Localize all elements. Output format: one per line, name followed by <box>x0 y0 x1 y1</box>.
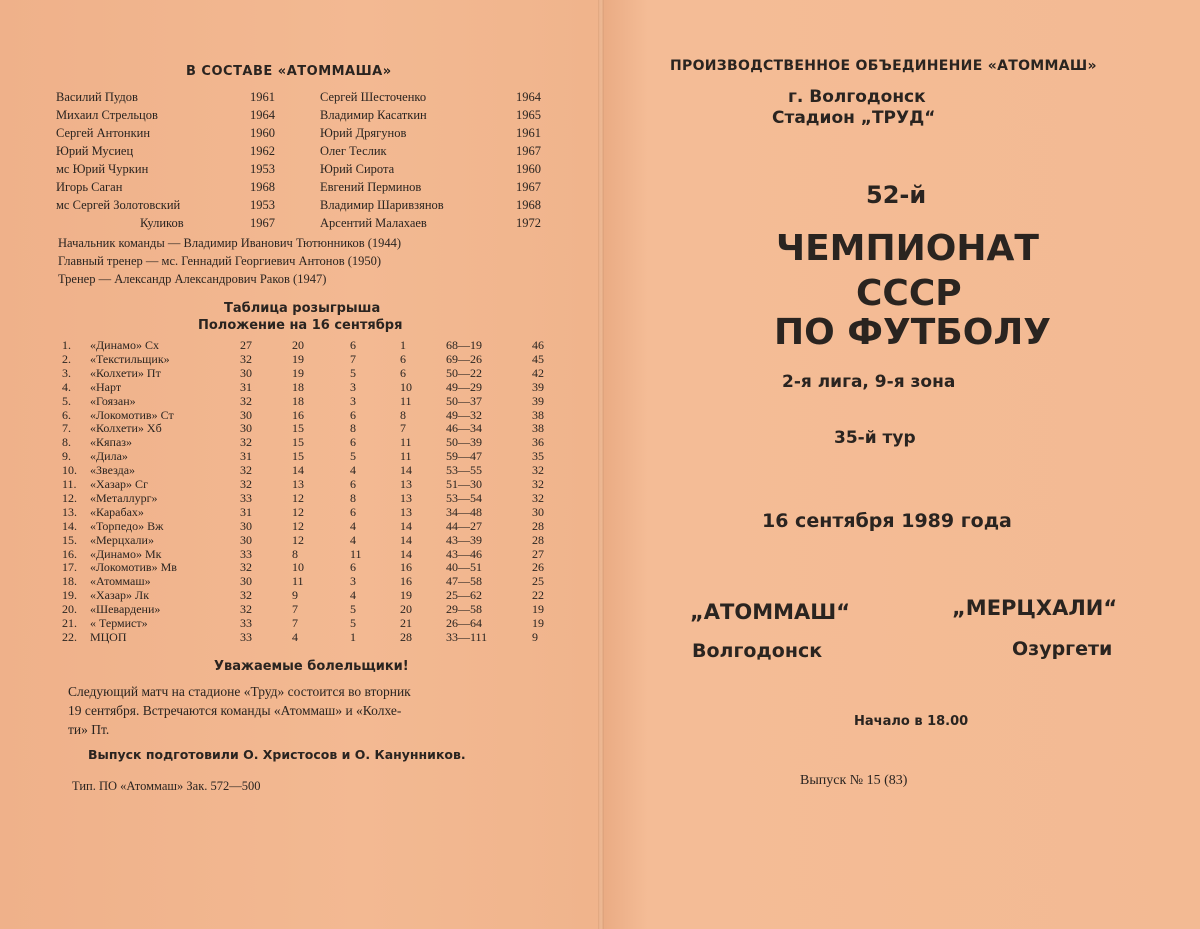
standings-team: «Дила» <box>90 449 128 464</box>
standings-points: 35 <box>532 449 544 464</box>
standings-points: 19 <box>532 616 544 630</box>
squad-player-name: Арсентий Малахаев <box>320 216 427 230</box>
squad-player-year: 1964 <box>250 108 275 122</box>
standings-goals: 44—27 <box>446 518 482 533</box>
standings-played: 33 <box>240 546 252 561</box>
standings-team: «Нарт <box>90 379 122 394</box>
standings-played: 30 <box>240 532 252 547</box>
standings-pos: 15. <box>62 532 77 547</box>
standings-wins: 9 <box>292 588 298 603</box>
standings-played: 30 <box>240 421 252 436</box>
standings-played: 31 <box>240 379 252 394</box>
standings-losses: 13 <box>400 477 412 491</box>
squad-player-name: Владимир Касаткин <box>320 108 427 122</box>
home-team-city: Волгодонск <box>692 640 823 662</box>
standings-wins: 11 <box>292 574 304 589</box>
standings-points: 30 <box>532 504 544 519</box>
standings-team: «Торпедо» Вж <box>90 518 164 533</box>
standings-losses: 28 <box>400 629 412 644</box>
standings-played: 30 <box>240 365 252 380</box>
standings-points: 32 <box>532 490 544 505</box>
standings-pos: 18. <box>62 574 77 589</box>
standings-points: 28 <box>532 518 544 533</box>
standings-losses: 16 <box>400 560 412 575</box>
standings-played: 30 <box>240 518 252 533</box>
standings-team: «Звезда» <box>90 463 136 478</box>
standings-wins: 12 <box>292 504 304 519</box>
away-team-city: Озургети <box>1012 638 1113 660</box>
standings-losses: 11 <box>400 435 412 450</box>
standings-team: «Кяпаз» <box>90 435 133 450</box>
squad-player-name: Куликов <box>140 216 184 230</box>
squad-player-year: 1953 <box>250 198 275 212</box>
standings-pos: 8. <box>62 435 71 450</box>
standings-pos: 17. <box>62 560 77 575</box>
standings-wins: 8 <box>292 546 298 561</box>
standings-draws: 4 <box>350 518 356 533</box>
standings-played: 31 <box>240 504 252 519</box>
standings-points: 32 <box>532 477 544 491</box>
org-name: ПРОИЗВОДСТВЕННОЕ ОБЪЕДИНЕНИЕ «АТОММАШ» <box>670 58 1097 74</box>
standings-losses: 13 <box>400 490 412 505</box>
standings-losses: 6 <box>400 365 406 380</box>
staff-line: Главный тренер — мс. Геннадий Георгиевич Антонов (1950) <box>58 254 382 268</box>
issue-number: Выпуск № 15 (83) <box>800 773 908 788</box>
standings-goals: 33—111 <box>446 629 488 644</box>
standings-goals: 53—55 <box>446 463 482 478</box>
standings-draws: 5 <box>350 602 356 617</box>
standings-draws: 6 <box>350 407 356 422</box>
standings-losses: 13 <box>400 504 412 519</box>
standings-team: «Колхети» Хб <box>90 421 162 436</box>
standings-wins: 19 <box>292 365 304 380</box>
standings-played: 31 <box>240 449 252 464</box>
standings-points: 42 <box>532 365 544 380</box>
squad-player-year: 1961 <box>516 126 541 140</box>
standings-points: 22 <box>532 588 544 603</box>
standings-team: «Карабах» <box>90 504 144 519</box>
standings-draws: 4 <box>350 463 356 478</box>
standings-draws: 6 <box>350 504 356 519</box>
standings-pos: 12. <box>62 490 77 505</box>
standings-draws: 8 <box>350 490 356 505</box>
standings-points: 27 <box>532 546 544 561</box>
standings-points: 26 <box>532 560 544 575</box>
squad-player-year: 1967 <box>516 144 541 158</box>
standings-losses: 14 <box>400 518 412 533</box>
standings-team: «Атоммаш» <box>90 574 151 589</box>
standings-wins: 13 <box>292 477 304 491</box>
standings-points: 39 <box>532 393 544 408</box>
standings-wins: 15 <box>292 449 304 464</box>
squad-player-name: Игорь Саган <box>56 180 123 194</box>
standings-goals: 46—34 <box>446 421 482 436</box>
squad-player-name: Евгений Перминов <box>320 180 422 194</box>
standings-pos: 19. <box>62 588 77 603</box>
standings-draws: 3 <box>350 393 356 408</box>
standings-draws: 5 <box>350 365 356 380</box>
standings-losses: 16 <box>400 574 412 589</box>
standings-wins: 18 <box>292 379 304 394</box>
print-info: Тип. ПО «Атоммаш» Зак. 572—500 <box>72 779 261 793</box>
squad-player-year: 1961 <box>250 90 275 104</box>
squad-player-name: Юрий Мусиец <box>56 144 134 158</box>
standings-team: «Гоязан» <box>90 393 136 408</box>
standings-goals: 47—58 <box>446 574 482 589</box>
squad-player-year: 1967 <box>250 216 275 230</box>
standings-losses: 1 <box>400 338 406 352</box>
squad-player-year: 1972 <box>516 216 541 230</box>
standings-points: 25 <box>532 574 544 589</box>
standings-losses: 7 <box>400 421 406 436</box>
standings-losses: 21 <box>400 616 412 630</box>
standings-wins: 12 <box>292 518 304 533</box>
standings-wins: 15 <box>292 435 304 450</box>
standings-pos: 16. <box>62 546 77 561</box>
squad-player-year: 1967 <box>516 180 541 194</box>
standings-goals: 50—22 <box>446 365 482 380</box>
squad-player-year: 1964 <box>516 90 541 104</box>
standings-wins: 19 <box>292 351 304 366</box>
standings-pos: 14. <box>62 518 77 533</box>
kickoff-time: Начало в 18.00 <box>854 714 969 729</box>
standings-draws: 7 <box>350 351 356 366</box>
standings-points: 32 <box>532 463 544 478</box>
standings-losses: 19 <box>400 588 412 603</box>
standings-draws: 6 <box>350 338 356 352</box>
standings-team: «Хазар» Лк <box>90 588 150 603</box>
standings-draws: 8 <box>350 421 356 436</box>
standings-played: 32 <box>240 435 252 450</box>
standings-goals: 69—26 <box>446 351 482 366</box>
standings-played: 33 <box>240 490 252 505</box>
squad-player-name: Олег Теслик <box>320 144 387 158</box>
standings-team: « Термист» <box>90 616 148 630</box>
squad-player-name: Юрий Дрягунов <box>320 126 407 140</box>
standings-goals: 34—48 <box>446 504 482 519</box>
standings-team: «Динамо» Сх <box>90 338 159 352</box>
standings-draws: 6 <box>350 435 356 450</box>
standings-played: 32 <box>240 602 252 617</box>
championship-line: СССР <box>856 273 962 314</box>
standings-pos: 20. <box>62 602 77 617</box>
standings-wins: 10 <box>292 560 304 575</box>
fans-heading: Уважаемые болельщики! <box>214 659 409 674</box>
standings-team: МЦОП <box>90 629 127 644</box>
standings-points: 36 <box>532 435 544 450</box>
championship-line: ПО ФУТБОЛУ <box>774 312 1051 353</box>
table-subtitle: Положение на 16 сентября <box>198 318 403 333</box>
standings-losses: 14 <box>400 546 412 561</box>
match-date: 16 сентября 1989 года <box>762 510 1012 532</box>
standings-pos: 13. <box>62 504 77 519</box>
standings-played: 32 <box>240 588 252 603</box>
standings-goals: 51—30 <box>446 477 482 491</box>
squad-player-year: 1960 <box>516 162 541 176</box>
standings-points: 45 <box>532 351 544 366</box>
standings-pos: 1. <box>62 338 71 352</box>
standings-draws: 6 <box>350 560 356 575</box>
standings-draws: 6 <box>350 477 356 491</box>
standings-wins: 4 <box>292 629 298 644</box>
standings-goals: 43—39 <box>446 532 482 547</box>
round: 35-й тур <box>834 428 916 448</box>
standings-wins: 12 <box>292 532 304 547</box>
standings-goals: 53—54 <box>446 490 482 505</box>
standings-losses: 11 <box>400 449 412 464</box>
standings-goals: 43—46 <box>446 546 482 561</box>
squad-player-name: Юрий Сирота <box>320 162 395 176</box>
squad-player-year: 1968 <box>516 198 541 212</box>
standings-team: «Текстильщик» <box>90 351 170 366</box>
standings-played: 30 <box>240 407 252 422</box>
standings-points: 39 <box>532 379 544 394</box>
standings-pos: 3. <box>62 365 71 380</box>
standings-pos: 2. <box>62 351 71 366</box>
standings-goals: 50—39 <box>446 435 482 450</box>
standings-points: 46 <box>532 338 544 352</box>
standings-wins: 18 <box>292 393 304 408</box>
standings-team: «Шевардени» <box>90 602 161 617</box>
standings-points: 38 <box>532 421 544 436</box>
standings-losses: 6 <box>400 351 406 366</box>
stadium: Стадион „ТРУД“ <box>772 108 936 128</box>
standings-team: «Хазар» Сг <box>90 477 148 491</box>
standings-pos: 11. <box>62 477 77 491</box>
squad-player-name: мс Юрий Чуркин <box>56 162 149 176</box>
standings-goals: 49—29 <box>446 379 482 394</box>
prepared-by: Выпуск подготовили О. Христосов и О. Канунников. <box>88 747 466 762</box>
away-team: „МЕРЦХАЛИ“ <box>952 596 1118 620</box>
standings-pos: 5. <box>62 393 71 408</box>
squad-player-name: мс Сергей Золотовский <box>56 198 181 212</box>
standings-wins: 15 <box>292 421 304 436</box>
standings-draws: 11 <box>350 546 362 561</box>
standings-team: «Динамо» Мк <box>90 546 162 561</box>
standings-losses: 8 <box>400 407 406 422</box>
championship-line: ЧЕМПИОНАТ <box>776 228 1039 269</box>
standings-played: 32 <box>240 463 252 478</box>
standings-wins: 20 <box>292 338 304 352</box>
squad-player-name: Сергей Шесточенко <box>320 90 427 104</box>
standings-goals: 26—64 <box>446 616 482 630</box>
squad-player-name: Михаил Стрельцов <box>56 108 158 122</box>
right-page <box>600 0 1200 929</box>
standings-pos: 22. <box>62 629 77 644</box>
standings-goals: 29—58 <box>446 602 482 617</box>
squad-player-year: 1968 <box>250 180 275 194</box>
standings-wins: 16 <box>292 407 304 422</box>
standings-losses: 11 <box>400 393 412 408</box>
standings-team: «Локомотив» Мв <box>90 560 177 575</box>
staff-line: Начальник команды — Владимир Иванович Тютюнников (1944) <box>58 236 402 250</box>
squad-player-year: 1965 <box>516 108 541 122</box>
page-fold <box>598 0 604 929</box>
standings-played: 32 <box>240 477 252 491</box>
standings-played: 32 <box>240 560 252 575</box>
standings-played: 32 <box>240 351 252 366</box>
standings-played: 30 <box>240 574 252 589</box>
edition: 52-й <box>866 181 927 209</box>
standings-wins: 12 <box>292 490 304 505</box>
standings-team: «Колхети» Пт <box>90 365 161 380</box>
standings-wins: 7 <box>292 616 298 630</box>
next-match-text: ти» Пт. <box>68 722 110 737</box>
standings-draws: 4 <box>350 588 356 603</box>
standings-pos: 10. <box>62 463 77 478</box>
standings-goals: 59—47 <box>446 449 482 464</box>
standings-team: «Металлург» <box>90 490 158 505</box>
standings-goals: 49—32 <box>446 407 482 422</box>
home-team: „АТОММАШ“ <box>690 600 851 624</box>
next-match-text: 19 сентября. Встречаются команды «Атоммаш» и «Колхе- <box>68 703 402 718</box>
standings-pos: 6. <box>62 407 71 422</box>
city: г. Волгодонск <box>788 87 926 107</box>
standings-losses: 20 <box>400 602 412 617</box>
standings-draws: 4 <box>350 532 356 547</box>
standings-wins: 14 <box>292 463 304 478</box>
standings-goals: 40—51 <box>446 560 482 575</box>
squad-player-year: 1953 <box>250 162 275 176</box>
league: 2-я лига, 9-я зона <box>782 372 956 392</box>
standings-draws: 1 <box>350 629 356 644</box>
standings-pos: 4. <box>62 379 71 394</box>
standings-points: 19 <box>532 602 544 617</box>
standings-losses: 14 <box>400 532 412 547</box>
standings-pos: 7. <box>62 421 71 436</box>
squad-player-year: 1960 <box>250 126 275 140</box>
standings-draws: 3 <box>350 379 356 394</box>
standings-points: 9 <box>532 629 538 644</box>
standings-losses: 10 <box>400 379 412 394</box>
squad-title: В СОСТАВЕ «АТОММАША» <box>186 64 392 79</box>
standings-goals: 25—62 <box>446 588 482 603</box>
next-match-text: Следующий матч на стадионе «Труд» состоится во вторник <box>68 684 411 699</box>
standings-team: «Мерцхали» <box>90 532 154 547</box>
standings-goals: 68—19 <box>446 338 482 352</box>
standings-played: 33 <box>240 616 252 630</box>
standings-draws: 5 <box>350 449 356 464</box>
standings-draws: 3 <box>350 574 356 589</box>
squad-player-name: Владимир Шаривзянов <box>320 198 444 212</box>
standings-played: 33 <box>240 629 252 644</box>
squad-player-name: Василий Пудов <box>56 90 138 104</box>
table-title: Таблица розыгрыша <box>224 301 381 316</box>
squad-player-year: 1962 <box>250 144 275 158</box>
standings-team: «Локомотив» Ст <box>90 407 174 422</box>
standings-played: 27 <box>240 338 252 352</box>
staff-line: Тренер — Александр Александрович Раков (1947) <box>58 272 327 286</box>
standings-points: 38 <box>532 407 544 422</box>
standings-pos: 21. <box>62 616 77 630</box>
standings-played: 32 <box>240 393 252 408</box>
standings-wins: 7 <box>292 602 298 617</box>
standings-points: 28 <box>532 532 544 547</box>
standings-goals: 50—37 <box>446 393 482 408</box>
standings-losses: 14 <box>400 463 412 478</box>
standings-pos: 9. <box>62 449 71 464</box>
squad-player-name: Сергей Антонкин <box>56 126 151 140</box>
standings-draws: 5 <box>350 616 356 630</box>
